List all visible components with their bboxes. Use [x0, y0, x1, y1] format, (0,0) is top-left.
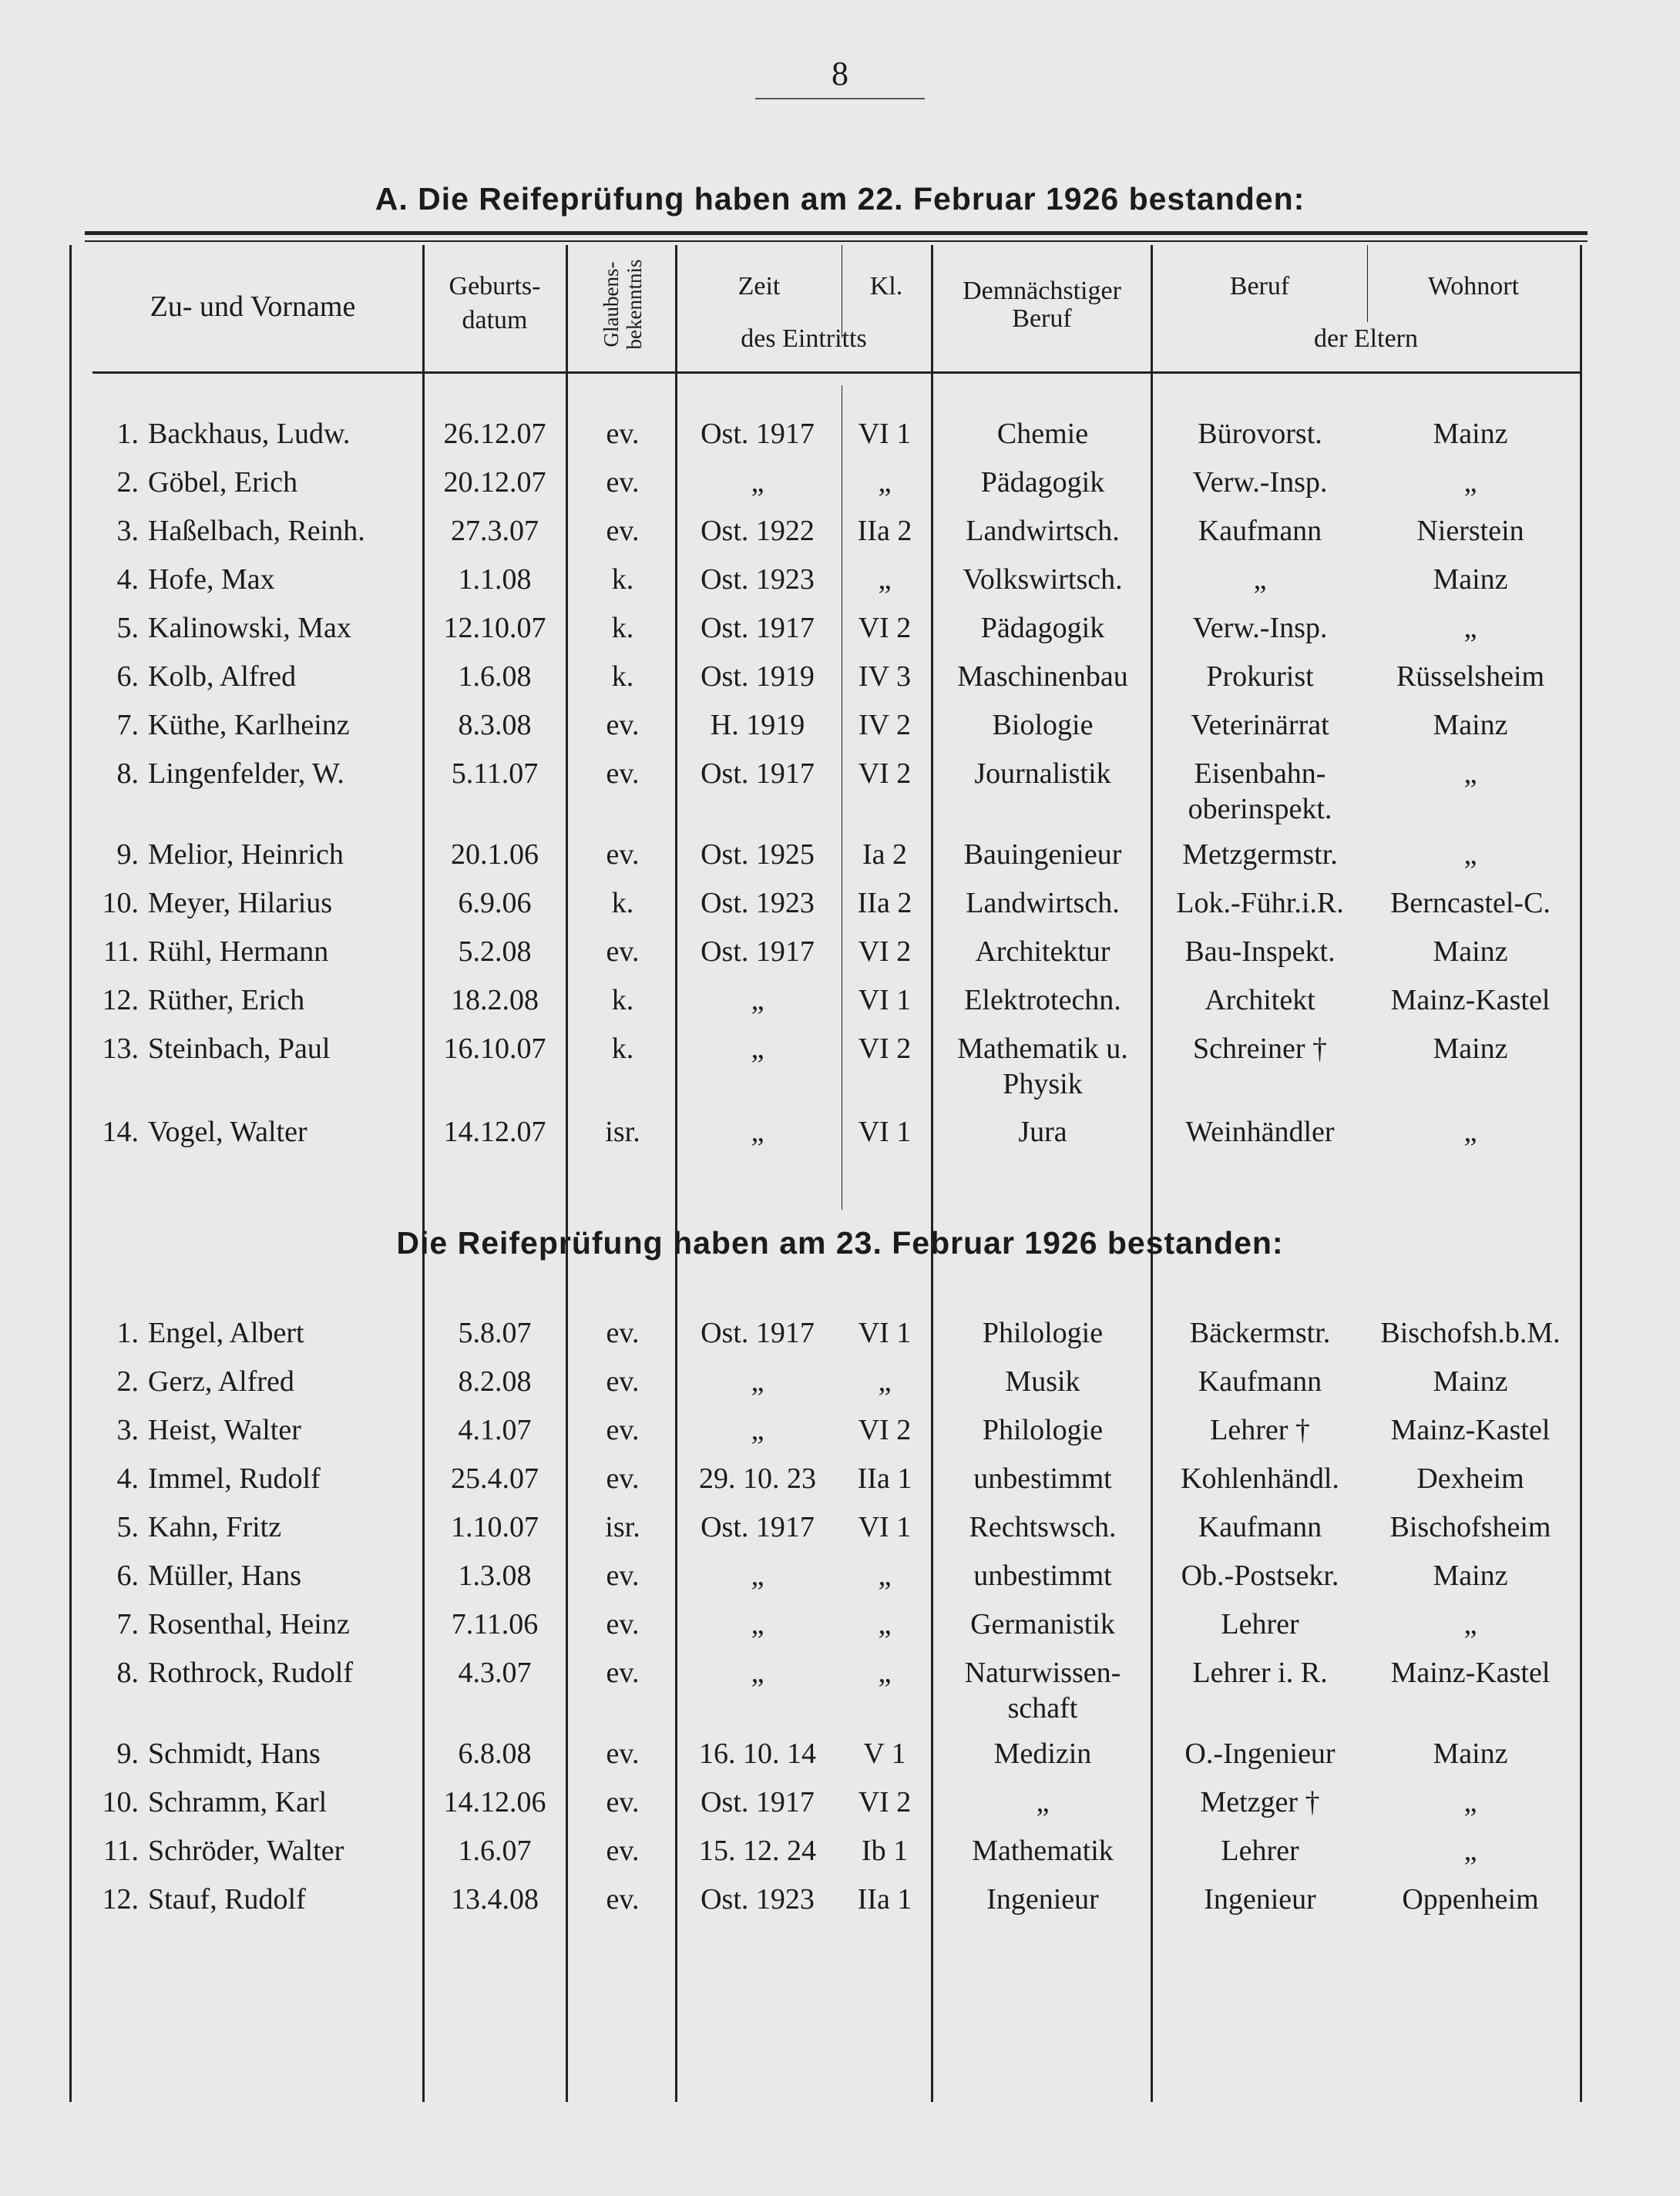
student-name: Haßelbach, Reinh.: [148, 515, 365, 547]
residence: Mainz-Kastel: [1390, 1414, 1551, 1446]
birth-date: 16.10.07: [443, 1033, 546, 1065]
entry-time: „: [751, 984, 764, 1016]
religion: ev.: [606, 1560, 640, 1592]
table-row: [0, 1882, 1680, 1951]
religion: ev.: [606, 757, 640, 790]
parent-occupation: Kaufmann: [1198, 1365, 1322, 1398]
residence: „: [1463, 1786, 1477, 1818]
parent-occupation: Bürovorst.: [1198, 418, 1322, 450]
entry-time: 15. 12. 24: [699, 1835, 816, 1867]
entry-time: „: [751, 1608, 764, 1640]
residence: Mainz: [1433, 1365, 1508, 1398]
student-name: Schmidt, Hans: [148, 1738, 321, 1770]
entry-class: VI 2: [858, 935, 912, 968]
residence: Nierstein: [1416, 515, 1524, 547]
row-number: 14.: [102, 1116, 139, 1148]
parent-occupation: O.-Ingenieur: [1184, 1738, 1336, 1770]
table-top-rule: [85, 231, 1588, 235]
parent-occupation: Kohlenhändl.: [1181, 1462, 1339, 1495]
row-number: 12.: [102, 1883, 139, 1916]
residence: Oppenheim: [1402, 1883, 1539, 1916]
header-dob: [425, 270, 564, 337]
entry-class: Ia 2: [862, 838, 908, 871]
entry-class: VI 2: [858, 1033, 912, 1065]
table-top-rule-thin: [85, 240, 1588, 242]
residence: Berncastel-C.: [1390, 887, 1551, 919]
row-number: 11.: [102, 935, 139, 968]
birth-date: 26.12.07: [443, 418, 546, 450]
birth-date: 5.2.08: [458, 935, 532, 968]
header-career-line1: Demnächstiger: [963, 277, 1121, 305]
residence: „: [1463, 1116, 1477, 1148]
birth-date: 25.4.07: [451, 1462, 539, 1495]
birth-date: 18.2.08: [451, 984, 539, 1016]
future-career: Naturwissen-schaft: [964, 1657, 1121, 1724]
student-name: Kahn, Fritz: [148, 1511, 282, 1543]
residence: Mainz: [1433, 418, 1508, 450]
header-entry-time: Zeit: [738, 272, 781, 301]
entry-time: „: [751, 1033, 764, 1065]
residence: Mainz: [1433, 709, 1508, 741]
student-name: Schramm, Karl: [148, 1786, 328, 1818]
future-career: Philologie: [982, 1414, 1104, 1446]
entry-time: „: [751, 1560, 764, 1592]
row-number: 4.: [116, 563, 139, 596]
entry-class: „: [878, 1657, 892, 1689]
parent-occupation: Weinhändler: [1185, 1116, 1335, 1148]
religion: ev.: [606, 1414, 640, 1446]
parent-occupation: „: [1253, 563, 1267, 596]
future-career: Volkswirtsch.: [963, 563, 1123, 596]
religion: ev.: [606, 1883, 640, 1916]
student-name: Engel, Albert: [148, 1317, 304, 1349]
entry-time: Ost. 1923: [701, 887, 815, 919]
future-career: Chemie: [996, 418, 1089, 450]
parent-occupation: Lehrer: [1221, 1608, 1299, 1640]
entry-time: 29. 10. 23: [699, 1462, 816, 1495]
residence: Bischofsheim: [1389, 1511, 1551, 1543]
future-career: Jura: [1018, 1116, 1067, 1148]
student-name: Immel, Rudolf: [148, 1462, 321, 1495]
residence: „: [1463, 1835, 1477, 1867]
student-name: Müller, Hans: [148, 1560, 301, 1592]
entry-class: VI 2: [858, 1414, 912, 1446]
parent-occupation: Bau-Inspekt.: [1184, 935, 1336, 968]
student-name: Küthe, Karlheinz: [148, 709, 350, 741]
birth-date: 5.11.07: [451, 757, 539, 790]
future-career: Rechtswsch.: [969, 1511, 1117, 1543]
row-number: 3.: [116, 515, 139, 547]
parent-occupation: Metzgermstr.: [1182, 838, 1338, 871]
row-number: 6.: [116, 1560, 139, 1592]
religion: ev.: [606, 1657, 640, 1689]
residence: Mainz-Kastel: [1390, 1657, 1551, 1689]
residence: „: [1463, 757, 1477, 790]
student-name: Stauf, Rudolf: [148, 1883, 306, 1916]
parent-occupation: Kaufmann: [1198, 1511, 1322, 1543]
header-dob-line1: Geburts-: [449, 272, 541, 301]
religion: ev.: [606, 709, 640, 741]
parent-occupation: Lehrer †: [1210, 1414, 1310, 1446]
birth-date: 4.1.07: [458, 1414, 532, 1446]
column-rule-thin: [1367, 245, 1368, 322]
row-number: 7.: [116, 1608, 139, 1640]
birth-date: 8.3.08: [458, 709, 532, 741]
religion: k.: [611, 984, 634, 1016]
header-entry-class: Kl.: [869, 272, 903, 301]
future-career: Medizin: [993, 1738, 1092, 1770]
table-row: [0, 1031, 1680, 1100]
entry-class: VI 1: [858, 418, 912, 450]
religion: ev.: [606, 1317, 640, 1349]
future-career: Architektur: [975, 935, 1110, 968]
student-name: Rühl, Hermann: [148, 935, 329, 968]
entry-time: Ost. 1923: [701, 563, 815, 596]
row-number: 4.: [116, 1462, 139, 1495]
parent-occupation: Ingenieur: [1204, 1883, 1316, 1916]
row-number: 5.: [116, 612, 139, 644]
entry-class: VI 2: [858, 1786, 912, 1818]
parent-occupation: Schreiner †: [1192, 1033, 1328, 1065]
residence: Dexheim: [1416, 1462, 1524, 1495]
birth-date: 7.11.06: [451, 1608, 539, 1640]
parent-occupation: Ob.-Postsekr.: [1181, 1560, 1339, 1592]
birth-date: 20.12.07: [443, 466, 546, 499]
parent-occupation: Lehrer i. R.: [1192, 1657, 1328, 1689]
header-career: [934, 274, 1150, 336]
future-career: Mathematik u. Physik: [957, 1033, 1128, 1100]
student-name: Göbel, Erich: [148, 466, 298, 499]
residence: Mainz: [1433, 1033, 1508, 1065]
page-number: 8: [755, 54, 925, 99]
religion: ev.: [606, 418, 640, 450]
future-career: Landwirtsch.: [966, 887, 1120, 919]
entry-time: Ost. 1917: [701, 757, 815, 790]
future-career: Maschinenbau: [957, 660, 1128, 693]
religion: isr.: [605, 1116, 640, 1148]
future-career: Germanistik: [970, 1608, 1115, 1640]
student-name: Rosenthal, Heinz: [148, 1608, 350, 1640]
religion: k.: [611, 563, 634, 596]
birth-date: 20.1.06: [451, 838, 539, 871]
header-religion: [565, 243, 680, 366]
future-career: „: [1036, 1786, 1050, 1818]
entry-class: „: [878, 1608, 892, 1640]
student-name: Gerz, Alfred: [148, 1365, 294, 1398]
student-name: Schröder, Walter: [148, 1835, 344, 1867]
residence: „: [1463, 838, 1477, 871]
religion: ev.: [606, 838, 640, 871]
parent-occupation: Architekt: [1205, 984, 1315, 1016]
student-name: Rothrock, Rudolf: [148, 1657, 353, 1689]
row-number: 10.: [102, 887, 139, 919]
entry-time: 16. 10. 14: [699, 1738, 816, 1770]
religion: k.: [611, 887, 634, 919]
future-career: Pädagogik: [980, 466, 1105, 499]
parent-occupation: Lehrer: [1221, 1835, 1299, 1867]
row-number: 10.: [102, 1786, 139, 1818]
row-number: 8.: [116, 1657, 139, 1689]
entry-time: Ost. 1917: [701, 612, 815, 644]
birth-date: 27.3.07: [451, 515, 539, 547]
birth-date: 14.12.06: [443, 1786, 546, 1818]
entry-time: „: [751, 1116, 764, 1148]
table-row: [0, 1114, 1680, 1184]
parent-occupation: Lok.-Führ.i.R.: [1176, 887, 1344, 919]
residence: Mainz-Kastel: [1390, 984, 1551, 1016]
entry-time: Ost. 1919: [701, 660, 815, 693]
future-career: Pädagogik: [980, 612, 1105, 644]
parent-occupation: Metzger †: [1200, 1786, 1320, 1818]
entry-class: VI 2: [858, 757, 912, 790]
row-number: 9.: [116, 838, 139, 871]
parent-occupation: Kaufmann: [1198, 515, 1322, 547]
student-name: Steinbach, Paul: [148, 1033, 331, 1065]
row-number: 2.: [116, 466, 139, 499]
birth-date: 8.2.08: [458, 1365, 532, 1398]
religion: k.: [611, 1033, 634, 1065]
entry-time: Ost. 1922: [701, 515, 815, 547]
birth-date: 5.8.07: [458, 1317, 532, 1349]
row-number: 8.: [116, 757, 139, 790]
row-number: 9.: [116, 1738, 139, 1770]
row-number: 11.: [102, 1835, 139, 1867]
entry-time: Ost. 1925: [701, 838, 815, 871]
row-number: 12.: [102, 984, 139, 1016]
row-number: 1.: [116, 418, 139, 450]
entry-time: „: [751, 1414, 764, 1446]
residence: Mainz: [1433, 1560, 1508, 1592]
birth-date: 6.8.08: [458, 1738, 532, 1770]
entry-time: Ost. 1923: [701, 1883, 815, 1916]
student-name: Kalinowski, Max: [148, 612, 351, 644]
religion: ev.: [606, 515, 640, 547]
student-name: Vogel, Walter: [148, 1116, 307, 1148]
future-career: Biologie: [992, 709, 1094, 741]
header-entry-sub: des Eintritts: [741, 324, 867, 353]
header-dob-line2: datum: [462, 306, 528, 334]
header-residence: Wohnort: [1427, 272, 1520, 301]
entry-time: Ost. 1917: [701, 1511, 815, 1543]
future-career: unbestimmt: [973, 1462, 1112, 1495]
religion: k.: [611, 660, 634, 693]
entry-time: Ost. 1917: [701, 1317, 815, 1349]
parent-occupation: Bäckermstr.: [1189, 1317, 1331, 1349]
section-b-heading: Die Reifeprüfung haben am 23. Februar 1926 bestanden:: [396, 1225, 1284, 1261]
student-name: Melior, Heinrich: [148, 838, 344, 871]
entry-time: Ost. 1917: [701, 1786, 815, 1818]
religion: isr.: [605, 1511, 640, 1543]
future-career: Bauingenieur: [963, 838, 1122, 871]
entry-class: IIa 1: [857, 1462, 912, 1495]
entry-time: Ost. 1917: [701, 418, 815, 450]
religion: ev.: [606, 1365, 640, 1398]
parent-occupation: Eisenbahn-oberinspekt.: [1188, 757, 1332, 825]
parent-occupation: Verw.-Insp.: [1192, 466, 1328, 499]
entry-class: IIa 1: [857, 1883, 912, 1916]
birth-date: 6.9.06: [458, 887, 532, 919]
birth-date: 1.6.07: [458, 1835, 532, 1867]
parent-occupation: Verw.-Insp.: [1192, 612, 1328, 644]
religion: ev.: [606, 1462, 640, 1495]
row-number: 2.: [116, 1365, 139, 1398]
birth-date: 4.3.07: [458, 1657, 532, 1689]
entry-time: H. 1919: [710, 709, 805, 741]
future-career: Mathematik: [972, 1835, 1114, 1867]
future-career: Journalistik: [974, 757, 1111, 790]
future-career: unbestimmt: [973, 1560, 1112, 1592]
birth-date: 1.1.08: [458, 563, 532, 596]
row-number: 5.: [116, 1511, 139, 1543]
student-name: Rüther, Erich: [148, 984, 305, 1016]
future-career: Elektrotechn.: [964, 984, 1121, 1016]
student-name: Kolb, Alfred: [148, 660, 297, 693]
entry-class: VI 1: [858, 1116, 912, 1148]
entry-class: IV 2: [858, 709, 911, 741]
birth-date: 13.4.08: [451, 1883, 539, 1916]
future-career: Landwirtsch.: [966, 515, 1120, 547]
entry-class: „: [878, 1365, 892, 1398]
birth-date: 1.3.08: [458, 1560, 532, 1592]
religion: ev.: [606, 935, 640, 968]
entry-class: VI 1: [858, 984, 912, 1016]
birth-date: 1.10.07: [451, 1511, 539, 1543]
entry-class: V 1: [863, 1738, 906, 1770]
birth-date: 12.10.07: [443, 612, 546, 644]
header-parents-sub: der Eltern: [1314, 324, 1418, 353]
header-religion-line1: Glaubens-: [600, 261, 623, 348]
entry-time: „: [751, 1365, 764, 1398]
birth-date: 14.12.07: [443, 1116, 546, 1148]
section-a-heading: A. Die Reifeprüfung haben am 22. Februar 1926 bestanden:: [375, 181, 1305, 217]
entry-time: „: [751, 1657, 764, 1689]
entry-class: IIa 2: [857, 887, 912, 919]
entry-time: Ost. 1917: [701, 935, 815, 968]
entry-time: „: [751, 466, 764, 499]
religion: ev.: [606, 1835, 640, 1867]
student-name: Hofe, Max: [148, 563, 275, 596]
student-name: Heist, Walter: [148, 1414, 301, 1446]
header-name: Zu- und Vorname: [150, 290, 356, 323]
residence: Mainz: [1433, 935, 1508, 968]
row-number: 6.: [116, 660, 139, 693]
entry-class: Ib 1: [861, 1835, 909, 1867]
parent-occupation: Prokurist: [1206, 660, 1314, 693]
religion: ev.: [606, 466, 640, 499]
residence: Mainz: [1433, 563, 1508, 596]
residence: Bischofsh.b.M.: [1380, 1317, 1561, 1349]
religion: ev.: [606, 1738, 640, 1770]
entry-class: VI 1: [858, 1511, 912, 1543]
residence: Rüsselsheim: [1396, 660, 1545, 693]
entry-class: VI 1: [858, 1317, 912, 1349]
residence: Mainz: [1433, 1738, 1508, 1770]
row-number: 7.: [116, 709, 139, 741]
residence: „: [1463, 612, 1477, 644]
entry-class: „: [878, 563, 892, 596]
student-name: Meyer, Hilarius: [148, 887, 333, 919]
future-career: Musik: [1005, 1365, 1080, 1398]
header-religion-line2: bekenntnis: [623, 259, 646, 350]
header-parent-job: Beruf: [1229, 272, 1290, 301]
residence: „: [1463, 466, 1477, 499]
table-row: [0, 756, 1680, 825]
row-number: 3.: [116, 1414, 139, 1446]
religion: ev.: [606, 1786, 640, 1818]
student-name: Backhaus, Ludw.: [148, 418, 351, 450]
future-career: Philologie: [982, 1317, 1104, 1349]
birth-date: 1.6.08: [458, 660, 532, 693]
entry-class: IIa 2: [857, 515, 912, 547]
future-career: Ingenieur: [986, 1883, 1099, 1916]
table-row: [0, 1655, 1680, 1724]
parent-occupation: Veterinärrat: [1191, 709, 1329, 741]
religion: k.: [611, 612, 634, 644]
entry-class: VI 2: [858, 612, 912, 644]
entry-class: „: [878, 466, 892, 499]
header-career-line2: Beruf: [1012, 304, 1072, 333]
entry-class: „: [878, 1560, 892, 1592]
header-bottom-rule: [92, 371, 1580, 374]
row-number: 1.: [116, 1317, 139, 1349]
residence: „: [1463, 1608, 1477, 1640]
religion: ev.: [606, 1608, 640, 1640]
entry-class: IV 3: [858, 660, 911, 693]
row-number: 13.: [102, 1033, 139, 1065]
student-name: Lingenfelder, W.: [148, 757, 344, 790]
